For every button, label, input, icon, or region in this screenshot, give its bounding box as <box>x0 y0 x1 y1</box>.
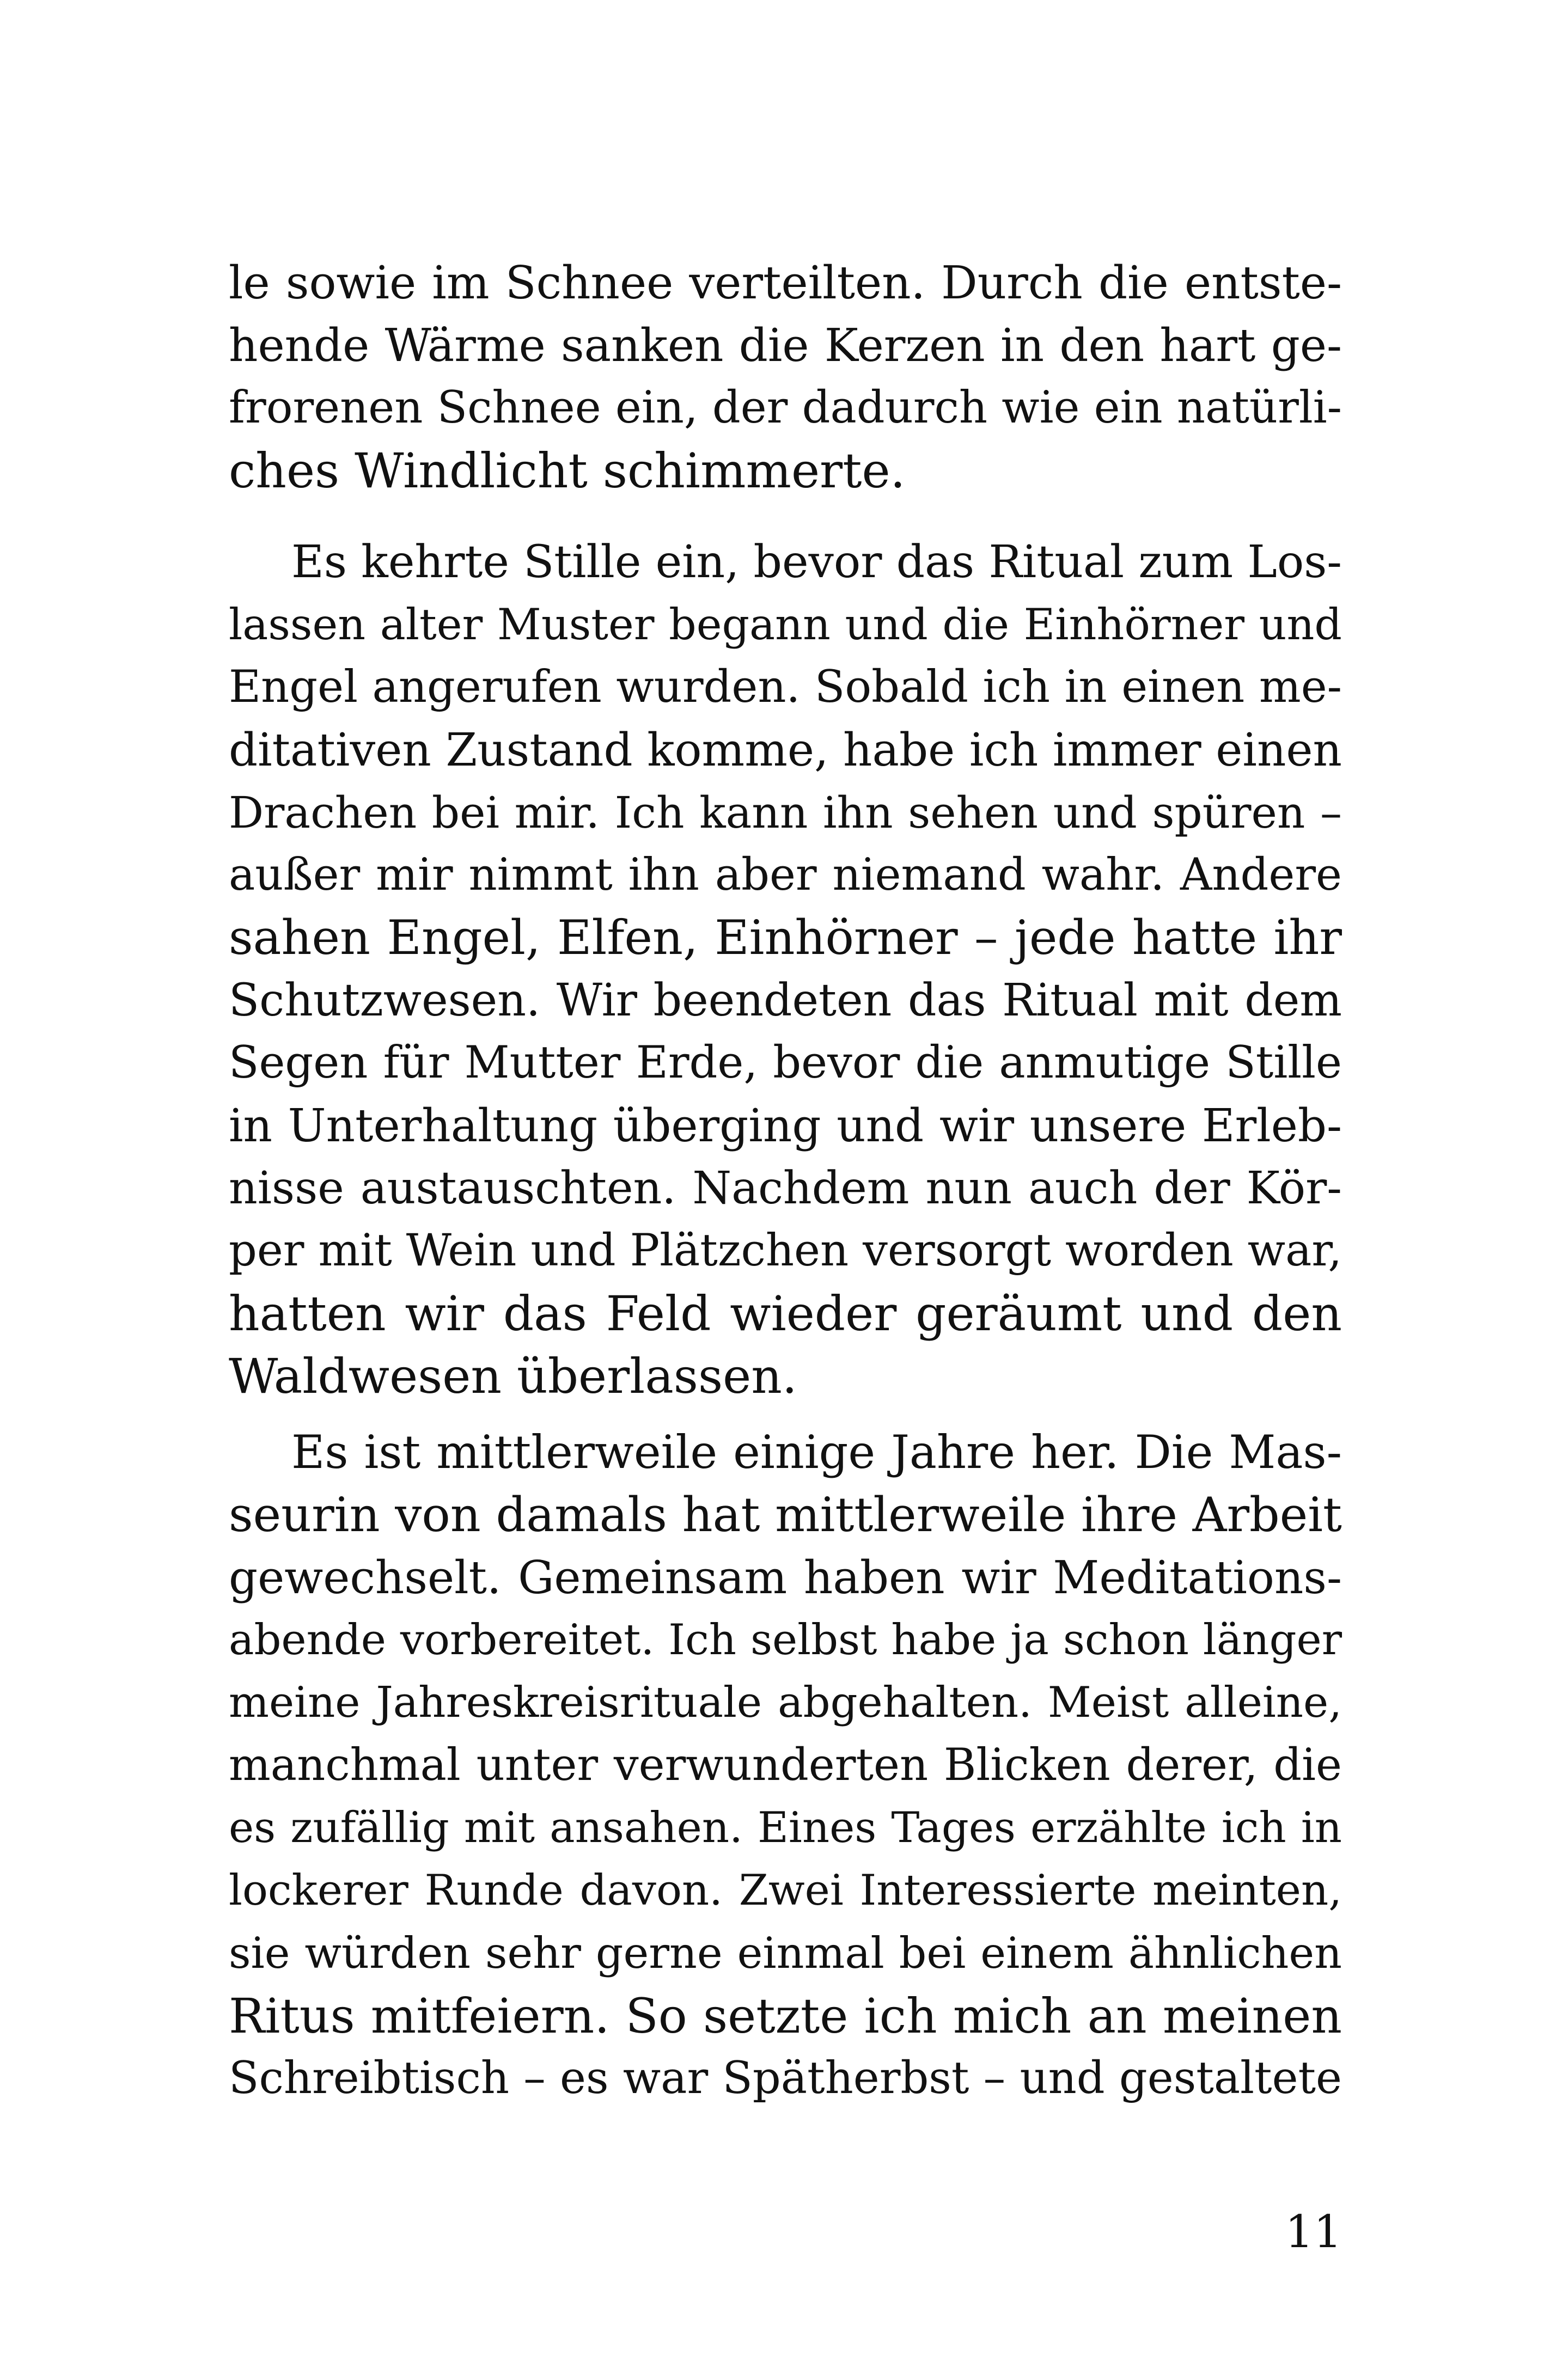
text-line: gewechselt. Gemeinsam haben wir Meditations- <box>229 1551 1342 1604</box>
paragraph-3 <box>229 1421 1342 2110</box>
page-number: 11 <box>1285 2206 1342 2258</box>
text-line: Engel angerufen wurden. Sobald ich in einen me- <box>229 662 1342 713</box>
text-line: lassen alter Muster begann und die Einhörner und <box>229 599 1342 650</box>
text-line: abende vorbereitet. Ich selbst habe ja schon länger <box>229 1616 1342 1665</box>
text-line: le sowie im Schnee verteilten. Durch die entste- <box>229 256 1342 309</box>
text-line: Schreibtisch – es war Spätherbst – und gestaltete <box>229 2053 1342 2104</box>
text-line: ditativen Zustand komme, habe ich immer einen <box>229 724 1342 776</box>
text-line: außer mir nimmt ihn aber niemand wahr. Andere <box>229 849 1342 901</box>
text-line: sahen Engel, Elfen, Einhörner – jede hatte ihr <box>229 910 1342 965</box>
text-line: Es ist mittlerweile einige Jahre her. Die Mas- <box>291 1425 1342 1479</box>
text-line: Ritus mitfeiern. So setzte ich mich an meinen <box>229 1988 1342 2044</box>
text-line: Es kehrte Stille ein, bevor das Ritual zum Los- <box>291 536 1342 588</box>
text-line: manchmal unter verwunderten Blicken derer, die <box>229 1740 1342 1791</box>
text-line: nisse austauschten. Nachdem nun auch der Kör- <box>229 1163 1342 1214</box>
text-line: sie würden sehr gerne einmal bei einem ähnlichen <box>229 1928 1342 1978</box>
text-line: seurin von damals hat mittlerweile ihre Arbeit <box>229 1487 1342 1543</box>
text-line: Drachen bei mir. Ich kann ihn sehen und spüren – <box>229 787 1342 838</box>
text-line: frorenen Schnee ein, der dadurch wie ein natürli- <box>229 382 1342 433</box>
text-line: Segen für Mutter Erde, bevor die anmutige Stille <box>229 1037 1342 1088</box>
text-line: hatten wir das Feld wieder geräumt und den <box>229 1286 1342 1342</box>
text-line: Waldwesen überlassen. <box>229 1348 797 1404</box>
text-line: ches Windlicht schimmerte. <box>229 443 906 499</box>
paragraph-2 <box>229 531 1342 1408</box>
text-line: in Unterhaltung überging und wir unsere Erleb- <box>229 1099 1342 1152</box>
paragraph-1 <box>229 252 1342 502</box>
text-line: Schutzwesen. Wir beendeten das Ritual mit dem <box>229 975 1342 1026</box>
text-line: per mit Wein und Plätzchen versorgt worden war, <box>229 1225 1342 1276</box>
text-line: hende Wärme sanken die Kerzen in den hart ge- <box>229 319 1342 372</box>
text-line: lockerer Runde davon. Zwei Interessierte meinten, <box>229 1866 1342 1915</box>
text-line: meine Jahreskreisrituale abgehalten. Meist alleine, <box>229 1678 1342 1727</box>
text-line: es zufällig mit ansahen. Eines Tages erzählte ich in <box>229 1803 1342 1852</box>
